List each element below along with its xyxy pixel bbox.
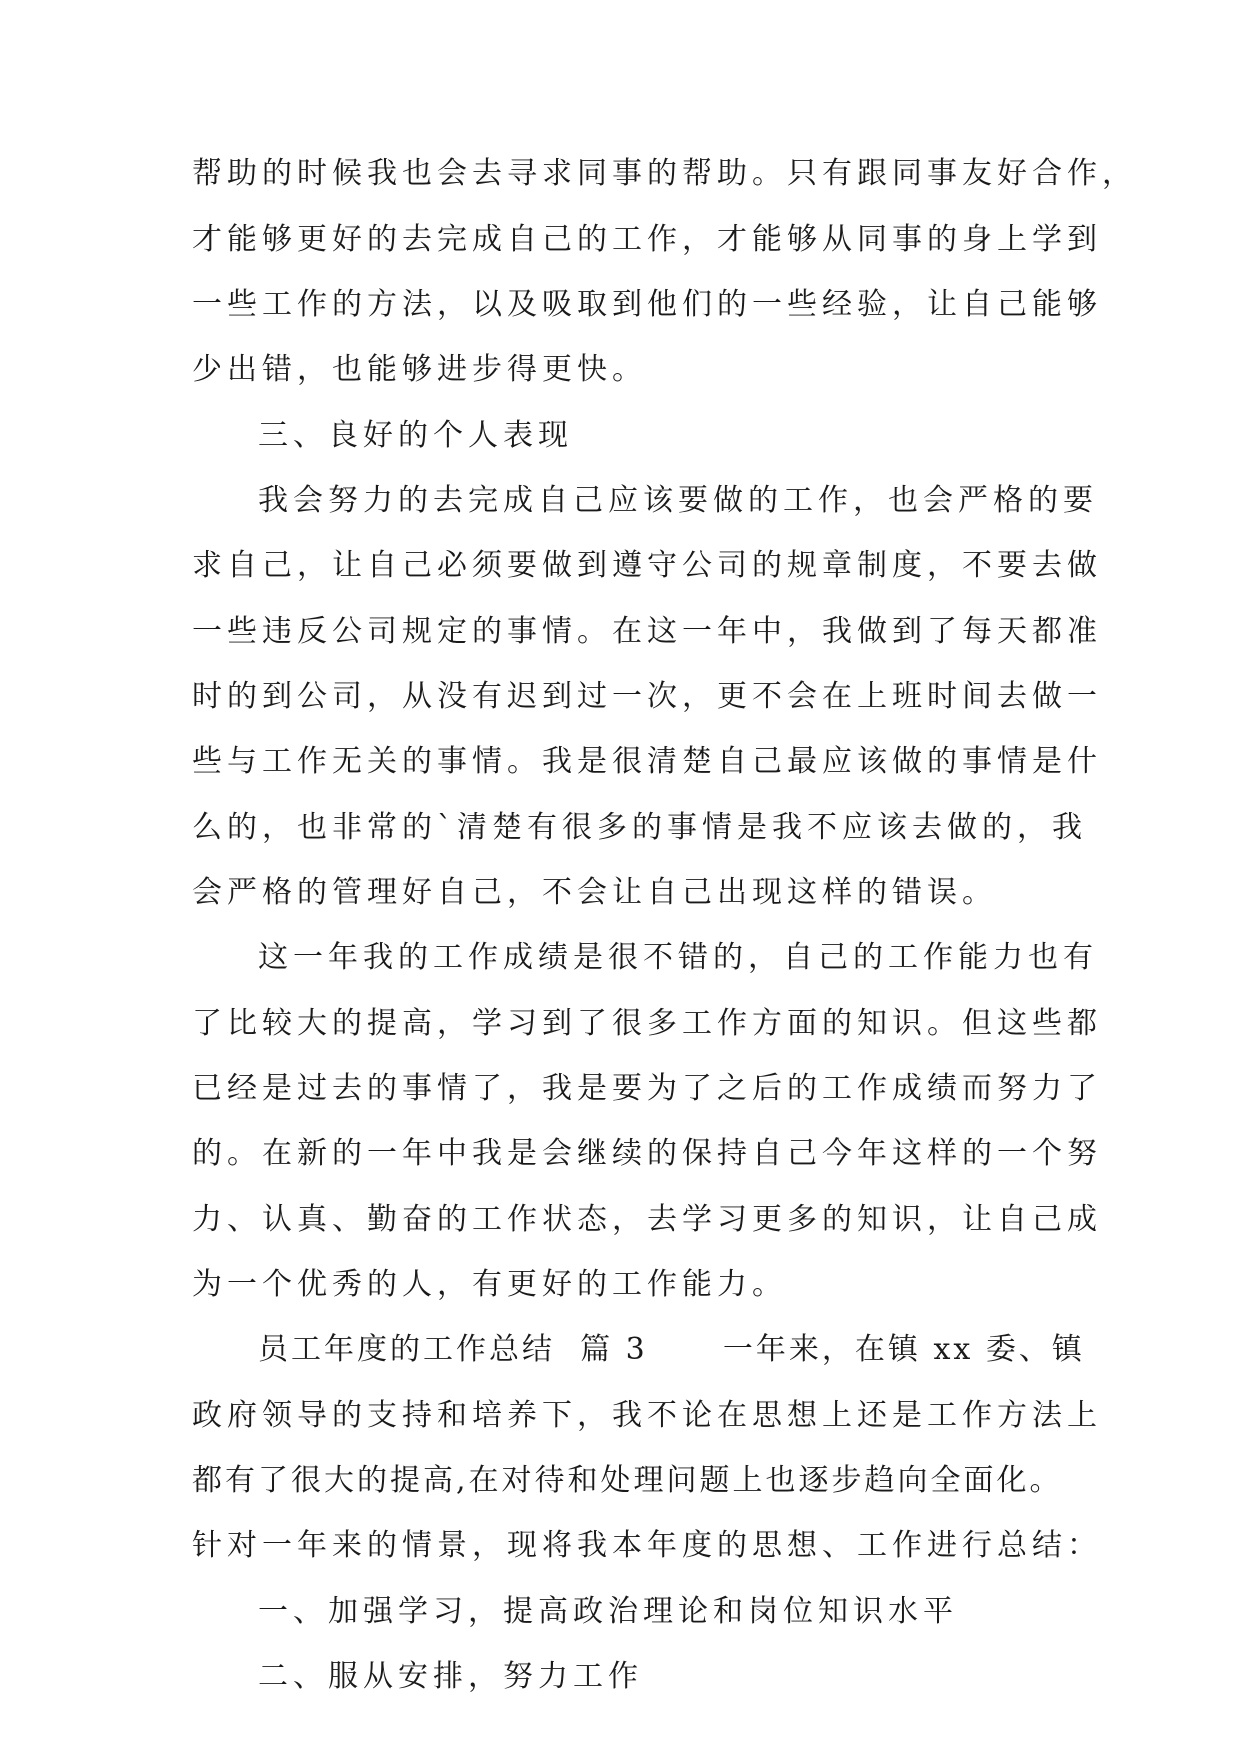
text-line: 我会努力的去完成自己应该要做的工作，也会严格的要 bbox=[258, 483, 1098, 518]
text-line: 都有了很大的提高,在对待和处理问题上也逐步趋向全面化。 bbox=[192, 1463, 1063, 1498]
article-title-line: 员工年度的工作总结 篇 3 一年来，在镇 xx 委、镇 bbox=[258, 1332, 1085, 1367]
text-line: 些与工作无关的事情。我是很清楚自己最应该做的事情是什 bbox=[192, 744, 1102, 779]
text-line: 这一年我的工作成绩是很不错的，自己的工作能力也有 bbox=[258, 940, 1098, 975]
text-line: 政府领导的支持和培养下，我不论在思想上还是工作方法上 bbox=[192, 1398, 1102, 1433]
text-line: 少出错，也能够进步得更快。 bbox=[192, 352, 647, 387]
text-line: 了比较大的提高，学习到了很多工作方面的知识。但这些都 bbox=[192, 1006, 1102, 1041]
text-line: 帮助的时候我也会去寻求同事的帮助。只有跟同事友好合作， bbox=[192, 156, 1137, 191]
text-line: 针对一年来的情景，现将我本年度的思想、工作进行总结： bbox=[192, 1528, 1102, 1563]
text-line: 时的到公司，从没有迟到过一次，更不会在上班时间去做一 bbox=[192, 679, 1102, 714]
text-line: 会严格的管理好自己，不会让自己出现这样的错误。 bbox=[192, 875, 997, 910]
text-line: 一些工作的方法，以及吸取到他们的一些经验，让自己能够 bbox=[192, 287, 1102, 322]
text-line: 为一个优秀的人，有更好的工作能力。 bbox=[192, 1267, 787, 1302]
text-line: 才能够更好的去完成自己的工作，才能够从同事的身上学到 bbox=[192, 222, 1102, 257]
section-heading: 二、服从安排，努力工作 bbox=[258, 1659, 643, 1694]
section-heading: 一、加强学习，提高政治理论和岗位知识水平 bbox=[258, 1594, 958, 1629]
text-line: 么的，也非常的`清楚有很多的事情是我不应该去做的，我 bbox=[192, 810, 1087, 845]
text-line: 已经是过去的事情了，我是要为了之后的工作成绩而努力了 bbox=[192, 1071, 1102, 1106]
text-line: 力、认真、勤奋的工作状态，去学习更多的知识，让自己成 bbox=[192, 1202, 1102, 1237]
text-line: 的。在新的一年中我是会继续的保持自己今年这样的一个努 bbox=[192, 1136, 1102, 1171]
text-line: 求自己，让自己必须要做到遵守公司的规章制度，不要去做 bbox=[192, 548, 1102, 583]
section-heading: 三、良好的个人表现 bbox=[258, 418, 573, 453]
text-line: 一些违反公司规定的事情。在这一年中，我做到了每天都准 bbox=[192, 614, 1102, 649]
